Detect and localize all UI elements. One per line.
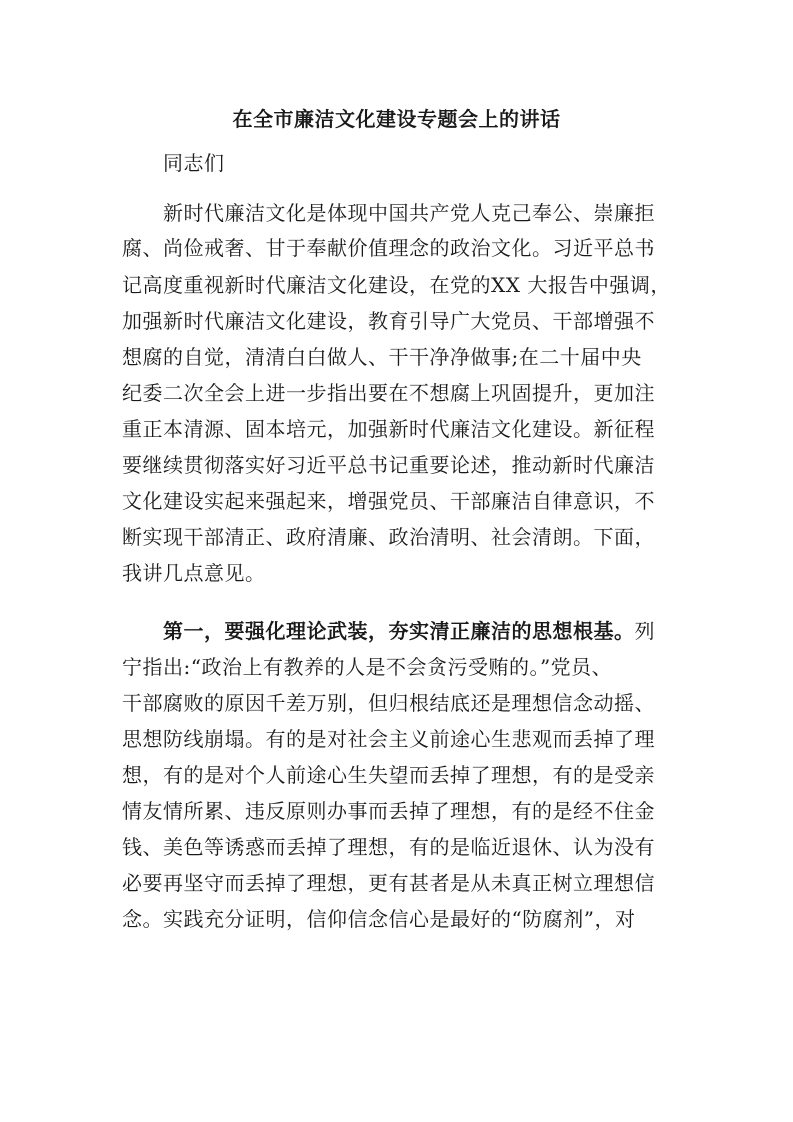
paragraph-1-line: 文化建设实起来强起来，增强党员、干部廉洁自律意识，不 <box>122 489 655 513</box>
paragraph-2-first-line <box>163 616 655 646</box>
paragraph-2-first-tail: 列 <box>634 619 655 643</box>
paragraph-1-line: 我讲几点意见。 <box>122 561 266 585</box>
paragraph-2-line: 念。实践充分证明，信仰信念信心是最好的“防腐剂”，对 <box>122 907 636 931</box>
paragraph-2-line: 宁指出:“政治上有教养的人是不会贪污受贿的。”党员、 <box>122 655 613 679</box>
paragraph-2-line: 思想防线崩塌。有的是对社会主义前途心生悲观而丢掉了理 <box>122 727 655 751</box>
paragraph-2-line: 想，有的是对个人前途心生失望而丢掉了理想，有的是受亲 <box>122 763 655 787</box>
section-heading: 第一，要强化理论武装，夯实清正廉洁的思想根基。 <box>163 619 635 643</box>
paragraph-1-line: 纪委二次全会上进一步指出要在不想腐上巩固提升，更加注 <box>122 381 655 405</box>
paragraph-1-line: 要继续贯彻落实好习近平总书记重要论述，推动新时代廉洁 <box>122 453 655 477</box>
paragraph-1-line: 想腐的自觉，清清白白做人、干干净净做事;在二十届中央 <box>122 345 642 369</box>
paragraph-1-line: 断实现干部清正、政府清廉、政治清明、社会清朗。下面， <box>122 525 655 549</box>
salutation: 同志们 <box>163 151 225 175</box>
paragraph-1-line: 新时代廉洁文化是体现中国共产党人克己奉公、崇廉拒 <box>163 201 655 225</box>
paragraph-2-line: 钱、美色等诱惑而丢掉了理想，有的是临近退休、认为没有 <box>122 835 655 859</box>
paragraph-2-line: 干部腐败的原因千差万别，但归根结底还是理想信念动摇、 <box>122 691 655 715</box>
document-title: 在全市廉洁文化建设专题会上的讲话 <box>232 107 561 131</box>
paragraph-2-line: 必要再坚守而丢掉了理想，更有甚者是从未真正树立理想信 <box>122 871 655 895</box>
paragraph-1-line: 重正本清源、固本培元，加强新时代廉洁文化建设。新征程 <box>122 417 655 441</box>
paragraph-2-line: 情友情所累、违反原则办事而丢掉了理想，有的是经不住金 <box>122 799 655 823</box>
paragraph-1-line: 加强新时代廉洁文化建设，教育引导广大党员、干部增强不 <box>122 309 655 333</box>
paragraph-1-line: 腐、尚俭戒奢、甘于奉献价值理念的政治文化。习近平总书 <box>122 236 655 260</box>
paragraph-1-line: 记高度重视新时代廉洁文化建设，在党的XX 大报告中强调， <box>122 273 671 297</box>
